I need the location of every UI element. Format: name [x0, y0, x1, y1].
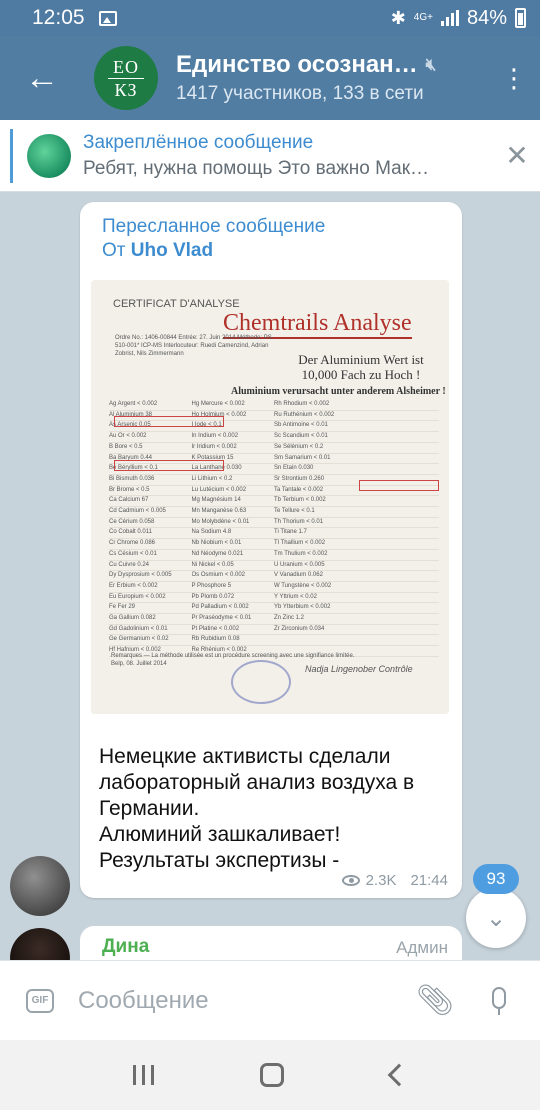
chevron-down-icon: ⌄ [485, 904, 507, 932]
doc-table-row [109, 603, 439, 614]
doc-table-row [109, 443, 439, 454]
doc-table-cell: K Potassium 15 [191, 454, 234, 461]
highlight-aluminium [114, 416, 224, 427]
doc-table-row [109, 400, 439, 411]
status-time: 12:05 [32, 6, 85, 29]
message-bubble[interactable] [80, 202, 462, 898]
doc-table-cell: Zn Zinc 1.2 [274, 615, 305, 622]
doc-table-row [109, 635, 439, 646]
back-arrow-icon[interactable]: ← [25, 58, 59, 97]
doc-table-cell: As Arsenic 0.05 [109, 422, 151, 429]
next-message-bubble[interactable] [80, 926, 462, 960]
doc-subhead-2: Aluminium verursacht unter anderem Alsheimer ! [231, 386, 446, 397]
chat-title-row [176, 51, 494, 79]
highlight-baryum [114, 460, 224, 471]
nav-back-icon[interactable] [387, 1064, 410, 1087]
views-icon [342, 875, 360, 886]
doc-table-cell: Sn Etain 0.030 [274, 465, 314, 472]
doc-table-cell [357, 539, 440, 549]
doc-table-cell: Hf Hafnium < 0.002 [109, 647, 161, 654]
doc-meta: Ordre No.: 1406-00844 Entrée: 27. Juin 2014 Méthode: PS-510-001* ICP-MS Interlocuteur: Ruedi Camenzind, Adrian Zobrist, Nils Zimmermann [115, 335, 274, 357]
avatar-divider [108, 78, 144, 79]
gallery-icon [99, 11, 117, 26]
message-text: Немецкие активисты сделали лабораторный анализ воздуха в Германии. Алюминий зашкаливает! Результаты экспертизы - [99, 745, 415, 872]
next-sender-avatar[interactable] [10, 928, 70, 960]
pinned-message[interactable] [0, 120, 540, 192]
doc-table-cell: B Bore < 0.5 [109, 443, 143, 450]
next-message-role: Админ [396, 938, 448, 957]
muted-icon: 🔇︎ [425, 55, 437, 74]
doc-table-cell [357, 454, 440, 464]
doc-table-cell [357, 411, 440, 421]
doc-table-cell [357, 518, 440, 528]
signal-icon [441, 10, 459, 26]
doc-table-row [109, 593, 439, 604]
battery-percent: 84% [466, 6, 507, 29]
forwarded-from-prefix: От [102, 240, 131, 261]
doc-table-cell: Th Thorium < 0.01 [274, 518, 324, 525]
doc-table-cell [357, 593, 440, 603]
doc-table-row [109, 432, 439, 443]
chat-subtitle: 1417 участников, 133 в сети [176, 83, 424, 104]
doc-table-cell: Pd Palladium < 0.002 [191, 604, 249, 611]
forwarded-label: Пересланное сообщение [102, 216, 326, 237]
doc-table-cell: Au Or < 0.002 [109, 433, 147, 440]
pinned-text: Ребят, нужна помощь Это важно Мак… [83, 157, 430, 179]
doc-table-cell: Sc Scandium < 0.01 [274, 433, 328, 440]
doc-table-cell: Os Osmium < 0.002 [191, 572, 246, 579]
doc-subhead-1: Der Aluminium Wert ist 10,000 Fach zu Hoch ! [298, 352, 424, 382]
sender-avatar[interactable] [10, 856, 70, 916]
doc-table-cell: Er Erbium < 0.002 [109, 582, 158, 589]
doc-table-cell: Ba Baryum 0.44 [109, 454, 153, 461]
pinned-accent-bar [10, 129, 13, 183]
doc-table-cell: Sb Antimoine < 0.01 [274, 422, 328, 429]
doc-table-cell: Cu Cuivre 0.24 [109, 561, 150, 568]
doc-table-cell: Ce Cérium 0.058 [109, 518, 155, 525]
doc-table-cell [357, 400, 440, 410]
doc-table-cell: In Indium < 0.002 [191, 433, 239, 440]
doc-table-cell: Pt Platine < 0.002 [191, 625, 240, 632]
doc-stamp [231, 660, 291, 704]
doc-table-cell: Tl Thallium < 0.002 [274, 540, 326, 547]
doc-table-cell: Mn Manganèse 0.63 [191, 508, 247, 515]
doc-table-row [109, 518, 439, 529]
doc-table-cell [357, 582, 440, 592]
chat-header [0, 36, 540, 120]
doc-table-cell [357, 507, 440, 517]
chat-history[interactable] [0, 192, 540, 960]
doc-table-row [109, 550, 439, 561]
doc-table-cell: Mg Magnésium 14 [191, 497, 241, 504]
next-message-author[interactable]: Дина [102, 936, 150, 957]
battery-icon [515, 8, 526, 28]
doc-table-cell [357, 614, 440, 624]
doc-table-cell: Ta Tantale < 0.002 [274, 486, 324, 493]
message-input[interactable] [78, 987, 416, 1015]
pinned-label: Закреплённое сообщение [83, 131, 314, 153]
status-bar [0, 0, 540, 36]
doc-table-cell [357, 528, 440, 538]
doc-table-cell: Ho Holmium < 0.002 [191, 411, 247, 418]
doc-table-cell: Cd Cadmium < 0.005 [109, 508, 166, 515]
doc-table-cell: Bi Bismuth 0.036 [109, 475, 155, 482]
avatar-top-text: EO [113, 56, 139, 77]
doc-table-cell [357, 603, 440, 613]
doc-table-cell: W Tungstène < 0.002 [274, 582, 332, 589]
doc-table-cell: Co Cobalt 0.011 [109, 529, 152, 536]
network-label: 4G+ [413, 12, 433, 23]
unread-badge: 93 [473, 864, 519, 894]
doc-table-cell: Zr Zirconium 0.034 [274, 625, 325, 632]
doc-table-cell: Lu Lutécium < 0.002 [191, 486, 247, 493]
doc-table-cell: Tm Thulium < 0.002 [274, 550, 328, 557]
close-icon[interactable]: ✕ [505, 140, 529, 171]
doc-table-cell: Be Béryllium < 0.1 [109, 465, 158, 472]
doc-table-cell: Sm Samarium < 0.01 [274, 454, 331, 461]
attach-icon[interactable]: 📎︎ [416, 984, 455, 1017]
doc-table-cell: Hg Mercure < 0.002 [191, 401, 245, 407]
gif-button[interactable]: GIF [26, 989, 54, 1013]
doc-table-row [109, 582, 439, 593]
doc-table-cell [357, 625, 440, 635]
doc-table-cell: Ge Germanium < 0.02 [109, 636, 169, 643]
forwarded-from[interactable] [102, 240, 213, 262]
doc-table-cell: Y Yttrium < 0.02 [274, 593, 317, 600]
views-count: 2.3K [365, 872, 397, 889]
doc-table-cell: I Iode < 0.1 [191, 422, 222, 429]
doc-table-cell [357, 550, 440, 560]
chat-avatar[interactable] [94, 46, 158, 110]
doc-table-cell: Ni Nickel < 0.05 [191, 561, 234, 568]
doc-table-cell: Te Tellure < 0.1 [274, 508, 315, 515]
doc-table-cell: Dy Dysprosium < 0.005 [109, 572, 172, 579]
doc-table-cell: Ca Calcium 67 [109, 497, 149, 504]
doc-table-cell [357, 464, 440, 474]
analysis-document [91, 280, 449, 714]
doc-table-cell: Se Sélénium < 0.2 [274, 443, 324, 450]
doc-results-table [109, 400, 439, 654]
doc-table-cell [357, 635, 440, 645]
doc-table-cell [357, 421, 440, 431]
home-icon[interactable] [260, 1063, 284, 1087]
doc-table-row [109, 614, 439, 625]
doc-table-cell: Ga Gallium 0.082 [109, 615, 156, 622]
doc-table-row [109, 561, 439, 572]
doc-table-row [109, 539, 439, 550]
doc-table-cell: Re Rhénium < 0.002 [191, 647, 247, 654]
doc-table-row [109, 625, 439, 636]
doc-cert-label: CERTIFICAT D'ANALYSE [113, 298, 240, 310]
forwarded-from-name: Uho Vlad [130, 240, 214, 261]
system-nav-bar [0, 1040, 540, 1110]
more-menu-icon[interactable]: ⋮ [501, 62, 527, 93]
doc-table-cell: Gd Gadolinium < 0.01 [109, 625, 168, 632]
doc-table-cell [357, 561, 440, 571]
recent-apps-icon[interactable] [133, 1065, 154, 1085]
doc-table-cell: Cr Chrome 0.086 [109, 540, 156, 547]
doc-table-cell [357, 496, 440, 506]
doc-table-cell: Ti Titane 1.7 [274, 529, 307, 536]
doc-table-cell: Tb Terbium < 0.002 [274, 497, 326, 504]
microphone-icon[interactable] [486, 987, 512, 1015]
doc-table-cell: U Uranium < 0.005 [274, 561, 325, 568]
message-meta [342, 872, 448, 889]
doc-table-cell: Rb Rubidium 0.08 [191, 636, 240, 643]
doc-headline: Chemtrails Analyse [223, 310, 412, 339]
doc-table-cell: Al Aluminium 38 [109, 411, 153, 418]
message-time: 21:44 [410, 872, 448, 889]
doc-table-cell: Ir Iridium < 0.002 [191, 443, 237, 450]
doc-table-cell: Nd Néodyme 0.021 [191, 550, 244, 557]
doc-table-cell: Ag Argent < 0.002 [109, 401, 158, 407]
doc-table-cell: Yb Ytterbium < 0.002 [274, 604, 331, 611]
avatar-bottom-text: КЗ [114, 79, 138, 100]
doc-remarks-text: Remarques — La méthode utilisée est un procédure screening avec une signifiance limitée. [111, 653, 355, 659]
doc-table-cell: Sr Strontium 0.260 [274, 475, 325, 482]
doc-table-cell: Ru Ruthénium < 0.002 [274, 411, 335, 418]
doc-table-cell: Fe Fer 29 [109, 604, 136, 611]
doc-table-cell: Eu Europium < 0.002 [109, 593, 166, 600]
pinned-thumbnail [27, 134, 71, 178]
doc-table-row [109, 507, 439, 518]
doc-table-cell [357, 432, 440, 442]
doc-table-cell: Pb Plomb 0.072 [191, 593, 235, 600]
chat-title: Единство осознан… [176, 51, 418, 78]
doc-table-cell: Na Sodium 4.8 [191, 529, 232, 536]
highlight-strontium [359, 480, 439, 491]
doc-table-row [109, 571, 439, 582]
doc-table-cell: Mo Molybdène < 0.01 [191, 518, 250, 525]
doc-table-cell: Br Brome < 0.5 [109, 486, 150, 493]
doc-table-cell [274, 635, 357, 645]
doc-table-cell: Cs Césium < 0.01 [109, 550, 157, 557]
doc-signature: Nadja Lingenober Contrôle [305, 664, 413, 674]
doc-table-cell [357, 571, 440, 581]
doc-table-cell: Nb Niobium < 0.01 [191, 540, 242, 547]
doc-table-cell: Rh Rhodium < 0.002 [274, 401, 330, 407]
doc-table-row [109, 496, 439, 507]
scroll-down-button[interactable] [466, 888, 526, 948]
doc-table-cell [357, 443, 440, 453]
doc-table-cell: P Phosphore 5 [191, 582, 232, 589]
doc-table-row [109, 528, 439, 539]
doc-table-cell: Li Lithium < 0.2 [191, 475, 233, 482]
doc-table-cell: V Vanadium 0.062 [274, 572, 323, 579]
doc-table-cell: La Lanthane 0.030 [191, 465, 242, 472]
composer [0, 960, 540, 1040]
doc-table-cell: Pr Praséodyme < 0.01 [191, 615, 252, 622]
bluetooth-icon: ✱ [390, 7, 406, 28]
doc-place-date: Belp, 08. Juillet 2014 [111, 661, 167, 667]
chat-title-area[interactable] [176, 51, 494, 105]
message-photo[interactable] [91, 280, 449, 714]
